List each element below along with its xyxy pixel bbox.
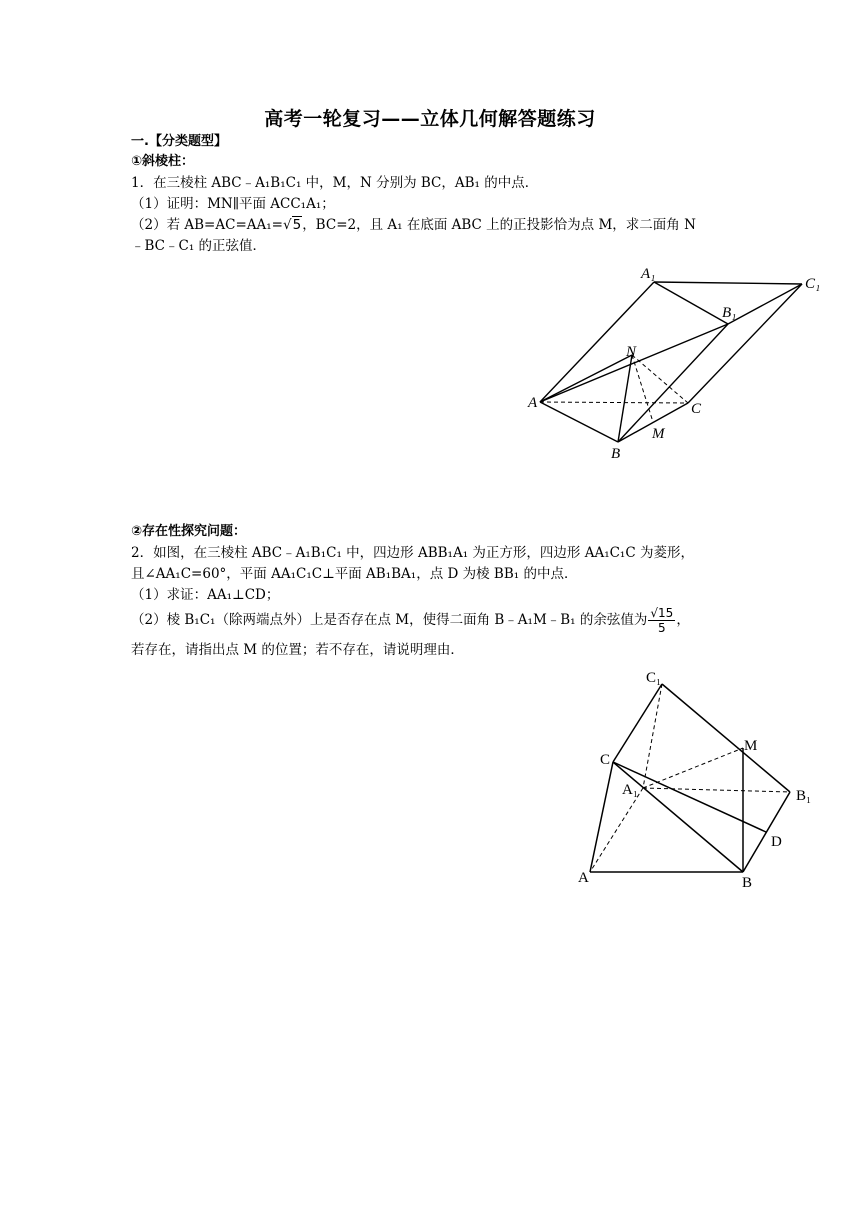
section-heading: 一.【分类题型】	[131, 134, 227, 149]
label-B: B	[611, 446, 621, 462]
part2-question-2	[131, 604, 690, 636]
label-N: N	[626, 344, 637, 360]
part2-question-1: （1）求证：AA₁⊥CD；	[131, 587, 280, 603]
part2-question-intro: 2．如图，在三棱柱 ABC﹣A₁B₁C₁ 中，四边形 ABB₁A₁ 为正方形，四边形 AA₁C₁C 为菱形，	[131, 545, 694, 561]
label-B: B	[742, 875, 753, 891]
part1-question-intro: 1．在三棱柱 ABC﹣A₁B₁C₁ 中，M，N 分别为 BC，AB₁ 的中点．	[131, 175, 539, 191]
label-C1: C₁	[805, 276, 821, 292]
part1-q2-text-a: （2）若 AB=AC=AA₁=	[131, 217, 283, 233]
label-A1: A₁	[641, 266, 656, 282]
label-C: C	[691, 401, 702, 417]
label-D: D	[771, 834, 782, 850]
part1-question-2-cont: ﹣BC﹣C₁ 的正弦值．	[131, 238, 267, 254]
part1-question-1: （1）证明：MN∥平面 ACC₁A₁；	[131, 196, 335, 212]
label-B1: B₁	[722, 305, 737, 321]
part1-q2-text-b: ，BC=2，且 A₁ 在底面 ABC 上的正投影恰为点 M，求二面角 N	[302, 217, 696, 233]
label-A: A	[528, 395, 538, 411]
label-B1: B₁	[796, 788, 812, 804]
part2-q2-text-a: （2）棱 B₁C₁（除两端点外）上是否存在点 M，使得二面角 B﹣A₁M﹣B₁ 的余弦值为	[131, 612, 648, 628]
label-A1: A₁	[622, 782, 639, 798]
fraction-numerator: √15	[650, 606, 674, 620]
part2-question-intro-cont: 且∠AA₁C=60°，平面 AA₁C₁C⊥平面 AB₁BA₁，点 D 为棱 BB₁ 的中点．	[131, 566, 578, 582]
part2-question-2-cont: 若存在，请指出点 M 的位置；若不存在，请说明理由．	[131, 642, 464, 658]
part1-heading: ①斜棱柱：	[131, 154, 195, 169]
label-C: C	[600, 752, 611, 768]
figure-1-prism	[520, 262, 830, 467]
label-M: M	[652, 426, 665, 442]
part2-q2-text-b: ，	[676, 612, 690, 628]
label-A: A	[578, 870, 589, 886]
figure-2-prism	[570, 666, 830, 896]
sqrt-radicand: 5	[292, 217, 302, 233]
sqrt-symbol: √5	[282, 217, 302, 233]
part1-question-2	[131, 215, 696, 235]
fraction	[648, 606, 675, 635]
page-title: 高考一轮复习——立体几何解答题练习	[264, 108, 596, 130]
fraction-denominator: 5	[658, 621, 666, 635]
label-C1: C₁	[646, 670, 662, 686]
label-M: M	[744, 738, 758, 754]
part2-heading: ②存在性探究问题：	[131, 524, 247, 539]
